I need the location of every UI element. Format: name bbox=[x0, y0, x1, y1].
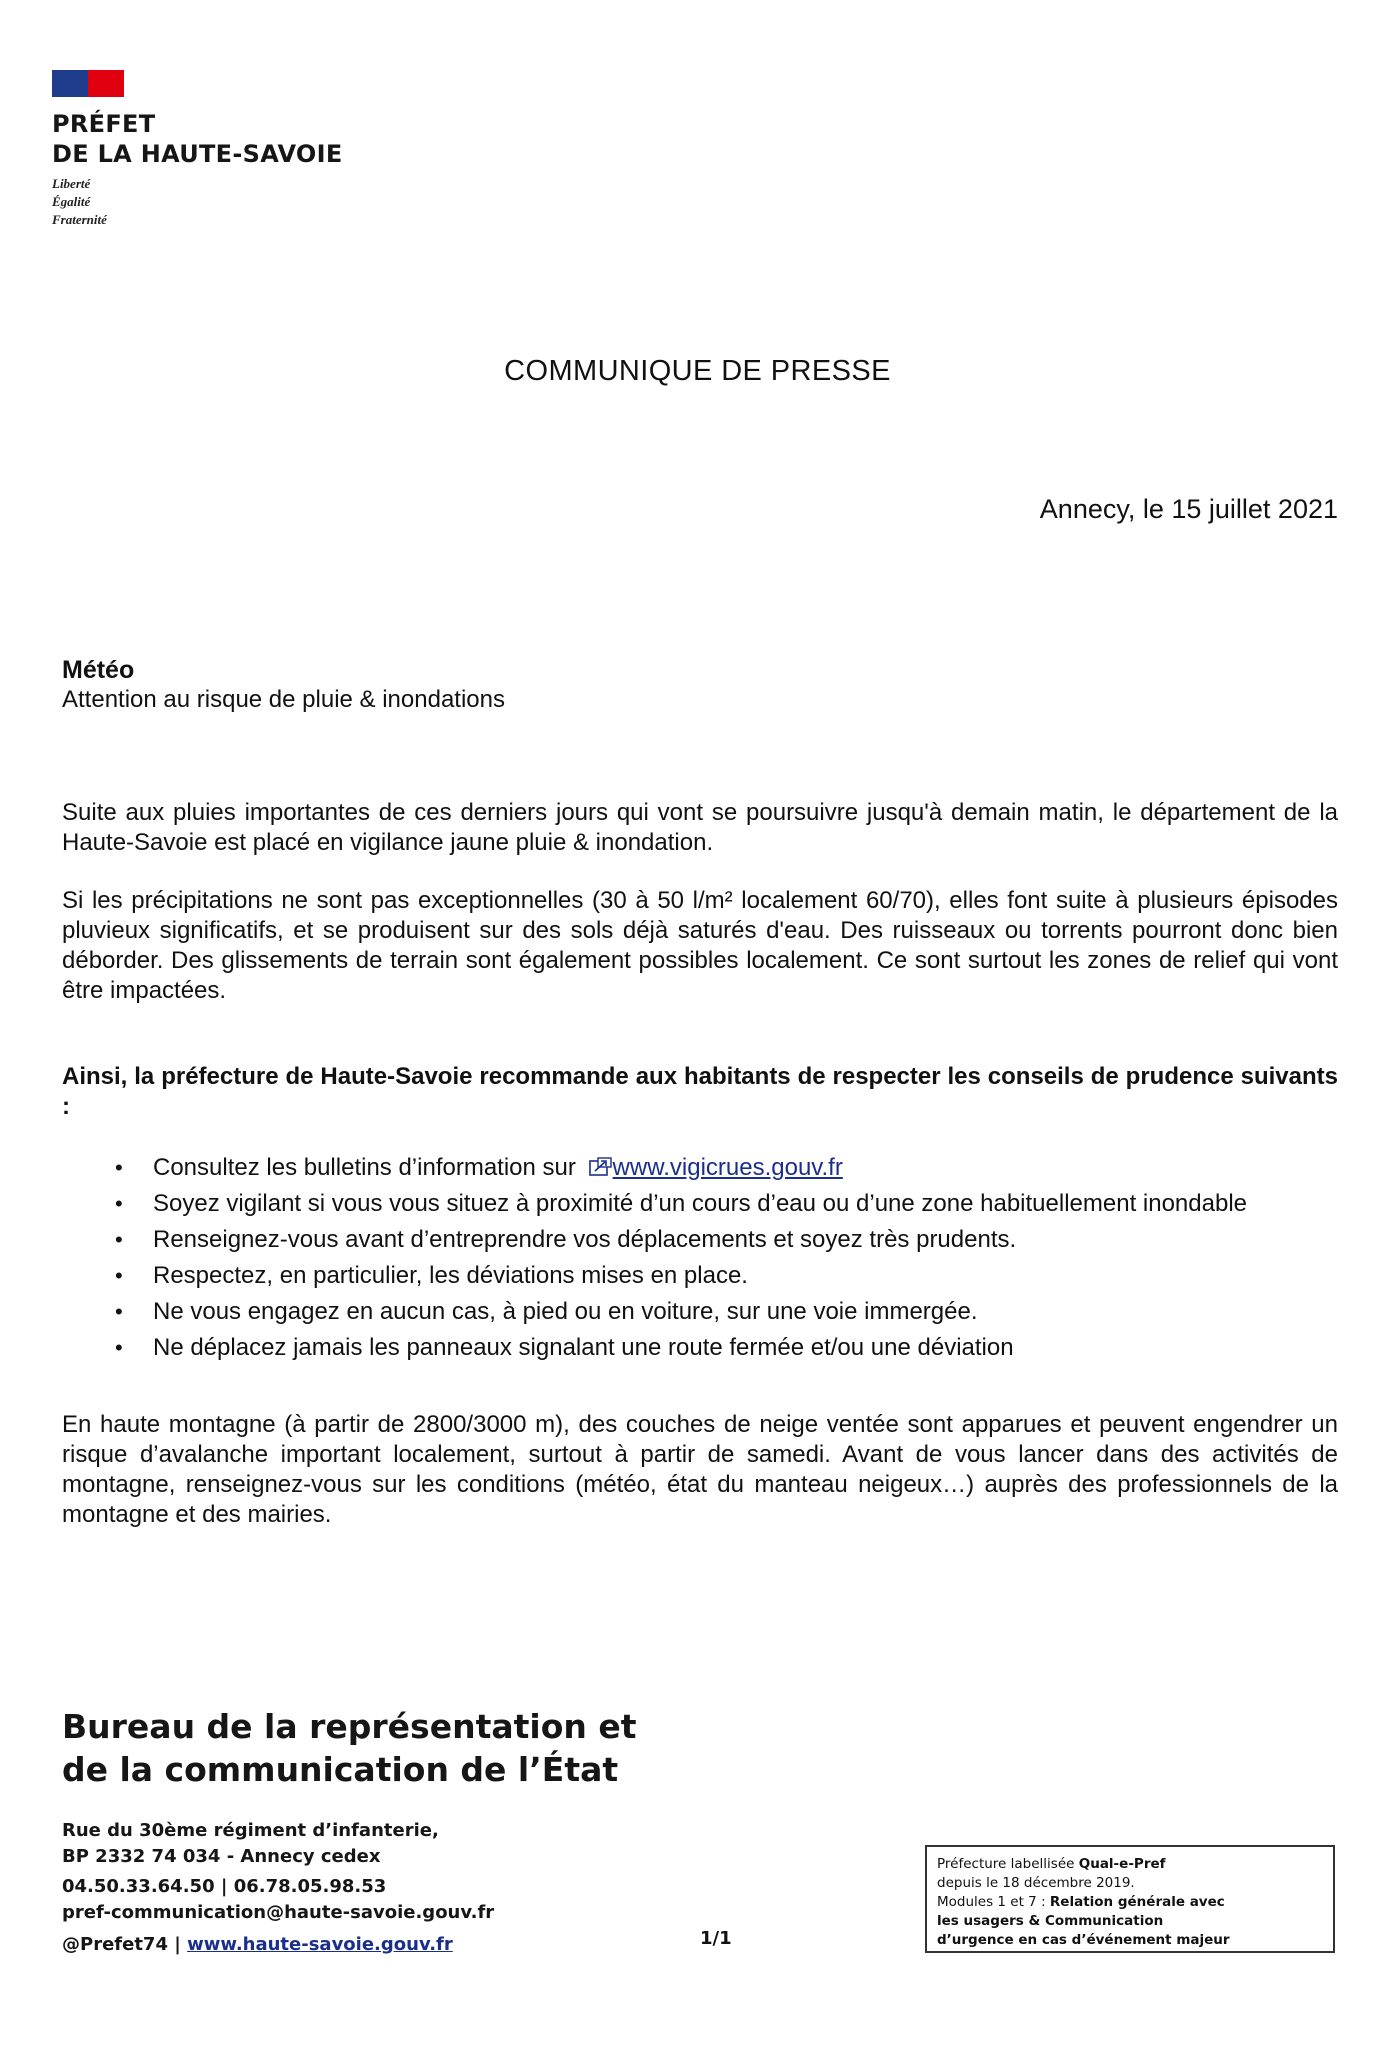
phone-numbers: 04.50.33.64.50 | 06.78.05.98.53 bbox=[62, 1876, 387, 1897]
subject-title: Attention au risque de pluie & inondations bbox=[62, 686, 505, 713]
bullet-text: Renseignez-vous avant d’entreprendre vos déplacements et soyez très prudents. bbox=[153, 1226, 1017, 1253]
republic-flag-icon bbox=[52, 70, 124, 97]
press-release-title: COMMUNIQUE DE PRESSE bbox=[504, 355, 891, 387]
prefet-title-line1: PRÉFET bbox=[52, 110, 156, 138]
bullet-text: Respectez, en particulier, les déviations mises en place. bbox=[153, 1262, 748, 1289]
list-item bbox=[115, 1222, 1315, 1258]
bureau-title-line1: Bureau de la représentation et bbox=[62, 1707, 637, 1746]
qualite-label-box bbox=[925, 1845, 1335, 1953]
page-number: 1/1 bbox=[700, 1928, 732, 1949]
paragraph-precipitations: Si les précipitations ne sont pas exceptionnelles (30 à 50 l/m² localement 60/70), elles font suite à plusieurs épisodes pluvieux significatifs, et se produisent sur des sols déjà saturés d'eau. Des ruisseaux ou torrents pourront donc bien déborder. Des glissements de terrain sont également possibles localement. Ce sont surtout les zones de relief qui vont être impactées. bbox=[62, 887, 1338, 1004]
label-line5 bbox=[937, 1931, 1323, 1950]
motto-egalite: Égalité bbox=[52, 194, 91, 209]
subject-category: Météo bbox=[62, 656, 135, 684]
prefet-title-line2: DE LA HAUTE-SAVOIE bbox=[52, 140, 343, 168]
social-web-line bbox=[62, 1932, 494, 1958]
flag-blue-stripe bbox=[52, 70, 88, 97]
label-module: les usagers & Communication bbox=[937, 1913, 1164, 1929]
bullet-text: Ne vous engagez en aucun cas, à pied ou en voiture, sur une voie immergée. bbox=[153, 1298, 978, 1325]
list-item bbox=[115, 1330, 1315, 1366]
motto-liberte: Liberté bbox=[52, 176, 91, 191]
label-line4 bbox=[937, 1912, 1323, 1931]
paragraph-avalanche: En haute montagne (à partir de 2800/3000 m), des couches de neige ventée sont apparues et peuvent engendrer un risque d’avalanche important localement, surtout à partir de samedi. Avant de vous lancer dans des activités de montagne, renseignez-vous sur les conditions (météo, état du manteau neigeux…) auprès des professionnels de la montagne et des mairies. bbox=[62, 1411, 1338, 1528]
bullet-icon: • bbox=[115, 1227, 123, 1252]
bullet-icon: • bbox=[115, 1191, 123, 1216]
document-date: Annecy, le 15 juillet 2021 bbox=[1039, 494, 1338, 524]
bullet-icon: • bbox=[115, 1335, 123, 1360]
vigicrues-link[interactable]: www.vigicrues.gouv.fr bbox=[612, 1154, 843, 1181]
paragraph-vigilance: Suite aux pluies importantes de ces derniers jours qui vont se poursuivre jusqu'à demain matin, le département de la Haute-Savoie est placé en vigilance jaune pluie & inondation. bbox=[62, 799, 1338, 856]
address-line1: Rue du 30ème régiment d’infanterie, bbox=[62, 1820, 439, 1841]
email-address[interactable]: pref-communication@haute-savoie.gouv.fr bbox=[62, 1902, 495, 1923]
bullet-icon: • bbox=[115, 1155, 123, 1180]
bullet-icon: • bbox=[115, 1263, 123, 1288]
advice-list bbox=[115, 1150, 1315, 1366]
external-link-icon[interactable] bbox=[589, 1157, 613, 1177]
label-module: Relation générale avec bbox=[1049, 1894, 1225, 1910]
bureau-title bbox=[62, 1705, 637, 1791]
contact-block bbox=[62, 1874, 494, 1958]
prefet-logo bbox=[52, 70, 372, 229]
bureau-title-line2: de la communication de l’État bbox=[62, 1750, 619, 1789]
bullet-text: Consultez les bulletins d’information sur bbox=[153, 1154, 576, 1181]
label-text: Modules 1 et 7 : bbox=[937, 1894, 1050, 1910]
list-item bbox=[115, 1294, 1315, 1330]
flag-red-stripe bbox=[88, 70, 124, 97]
prefet-title bbox=[52, 109, 372, 169]
list-item bbox=[115, 1186, 1315, 1222]
label-line2: depuis le 18 décembre 2019. bbox=[937, 1875, 1135, 1891]
label-text: Préfecture labellisée bbox=[937, 1856, 1079, 1872]
label-brand: Qual-e-Pref bbox=[1078, 1856, 1166, 1872]
motto-fraternite: Fraternité bbox=[52, 212, 107, 227]
bullet-text: Soyez vigilant si vous vous situez à proximité d’un cours d’eau ou d’une zone habituellement inondable bbox=[153, 1190, 1248, 1217]
bullet-icon: • bbox=[115, 1299, 123, 1324]
paragraph-recommendation: Ainsi, la préfecture de Haute-Savoie recommande aux habitants de respecter les conseils de prudence suivants : bbox=[62, 1063, 1338, 1120]
subject-block bbox=[62, 655, 1338, 715]
list-item bbox=[115, 1150, 1315, 1186]
bullet-text: Ne déplacez jamais les panneaux signalant une route fermée et/ou une déviation bbox=[153, 1334, 1014, 1361]
label-line1 bbox=[937, 1855, 1323, 1874]
twitter-handle[interactable]: @Prefet74 | bbox=[62, 1934, 188, 1955]
label-line3 bbox=[937, 1893, 1323, 1912]
list-item bbox=[115, 1258, 1315, 1294]
postal-address bbox=[62, 1818, 439, 1870]
website-link[interactable]: www.haute-savoie.gouv.fr bbox=[187, 1934, 453, 1955]
label-module: d’urgence en cas d’événement majeur bbox=[937, 1932, 1230, 1948]
republic-motto bbox=[52, 175, 372, 229]
address-line2: BP 2332 74 034 - Annecy cedex bbox=[62, 1846, 381, 1867]
